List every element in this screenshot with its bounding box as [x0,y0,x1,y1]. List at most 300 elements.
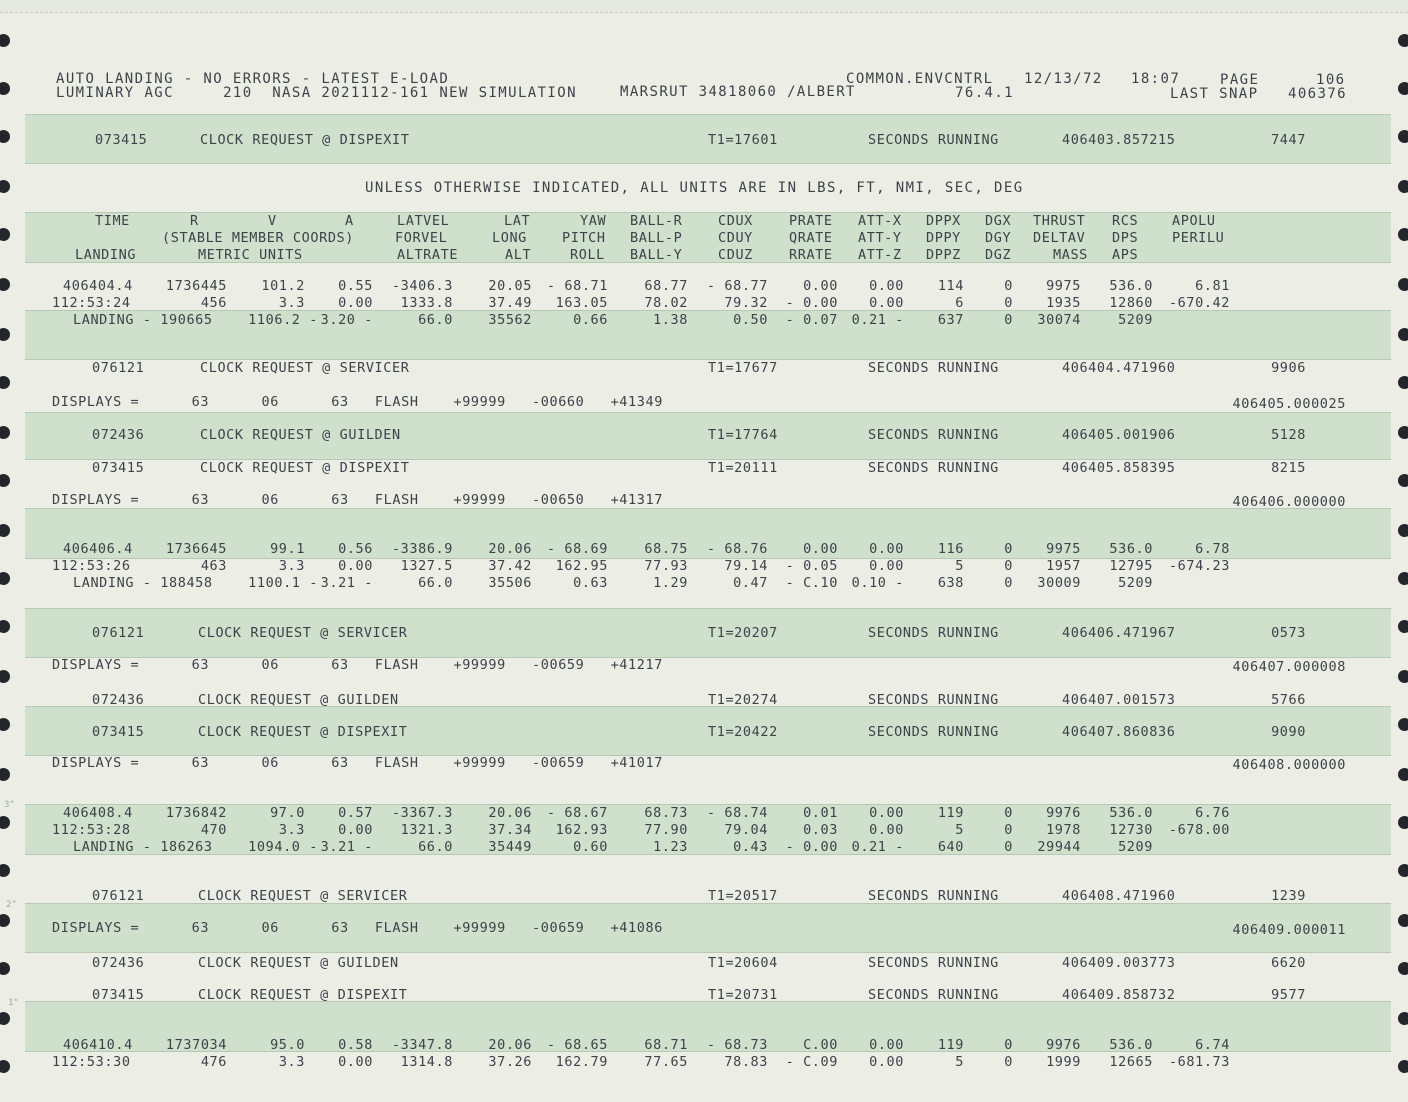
data-cell: - C.09 [785,1054,838,1070]
data-cell: - 68.73 [706,1037,768,1053]
col-header: LANDING [75,247,137,263]
clock-t1: T1=20422 [708,724,778,740]
clock-value: 406405.858395 [1062,460,1176,476]
clock-code: 073415 [92,460,145,476]
feed-hole [0,1012,10,1025]
data-cell: 0.01 [803,805,838,821]
data-cell: 68.73 [644,805,688,821]
data-cell: 536.0 [1109,278,1153,294]
feed-hole [1398,474,1408,487]
data-cell: - 68.69 [546,541,608,557]
feed-hole [1398,130,1408,143]
data-cell: 3.20 - [320,312,373,328]
feed-hole [0,768,10,781]
data-cell: 0.21 - [851,839,904,855]
clock-t1: T1=20207 [708,625,778,641]
col-header: DELTAV [1033,230,1086,246]
displays-value: 406406.000000 [1232,494,1346,510]
feed-hole [1398,82,1408,95]
data-cell: -3367.3 [391,805,453,821]
data-cell: 1314.8 [400,1054,453,1070]
col-header: LATVEL [397,213,450,229]
data-cell: 35449 [488,839,532,855]
data-cell: 162.93 [555,822,608,838]
col-header: FORVEL [395,230,448,246]
data-cell: - 0.05 [785,558,838,574]
col-header: BALL-R [630,213,683,229]
clock-label: CLOCK REQUEST @ SERVICER [198,625,408,641]
seconds-label: SECONDS RUNNING [868,888,999,904]
data-cell: 0 [1004,558,1013,574]
data-cell: 640 [937,839,964,855]
feed-hole [1398,1060,1408,1073]
clock-count: 0573 [1271,625,1306,641]
feed-hole [0,130,10,143]
data-cell: 6 [955,295,964,311]
feed-hole [1398,228,1408,241]
data-cell: 116 [937,541,964,557]
clock-label: CLOCK REQUEST @ DISPEXIT [200,132,410,148]
data-cell: 12860 [1109,295,1153,311]
displays-line: DISPLAYS = 63 06 63 FLASH +99999 -00659 +41017 [52,755,663,771]
data-cell: 0.00 [869,558,904,574]
data-cell: 112:53:28 [52,822,131,838]
data-cell: - 68.65 [546,1037,608,1053]
data-cell: 463 [200,558,227,574]
clock-code: 073415 [95,132,148,148]
data-cell: 162.79 [555,1054,608,1070]
data-cell: 1957 [1046,558,1081,574]
clock-value: 406408.471960 [1062,888,1176,904]
clock-label: CLOCK REQUEST @ DISPEXIT [200,460,410,476]
data-cell: 406404.4 [63,278,133,294]
feed-hole [0,914,10,927]
data-cell: 5 [955,822,964,838]
data-cell: 0 [1004,541,1013,557]
feed-hole [1398,524,1408,537]
data-cell: 0.57 [338,805,373,821]
data-cell: - 68.76 [706,541,768,557]
data-cell: 0.55 [338,278,373,294]
feed-hole [1398,1012,1408,1025]
clock-count: 7447 [1271,132,1306,148]
feed-hole [0,180,10,193]
displays-line: DISPLAYS = 63 06 63 FLASH +99999 -00650 +41317 [52,492,663,508]
data-cell: 163.05 [555,295,608,311]
seconds-label: SECONDS RUNNING [868,955,999,971]
data-cell: 20.06 [488,1037,532,1053]
col-header: ATT-Y [858,230,902,246]
data-cell: 0.00 [338,558,373,574]
data-cell: 9976 [1046,1037,1081,1053]
data-cell: 68.71 [644,1037,688,1053]
data-cell: - 0.00 [785,295,838,311]
data-cell: 470 [200,822,227,838]
feed-hole [0,864,10,877]
clock-t1: T1=20517 [708,888,778,904]
data-cell: 0.00 [338,1054,373,1070]
col-header: ROLL [570,247,605,263]
clock-t1: T1=17601 [708,132,778,148]
data-cell: 3.3 [278,822,305,838]
last-snap-label: LAST SNAP [1170,86,1259,102]
data-cell: 0.21 - [851,312,904,328]
data-cell: 30009 [1037,575,1081,591]
data-cell: 20.06 [488,541,532,557]
clock-count: 9906 [1271,360,1306,376]
data-cell: 0.60 [573,839,608,855]
data-cell: 0 [1004,1054,1013,1070]
col-header: APOLU [1172,213,1216,229]
data-cell: 66.0 [418,312,453,328]
data-cell: 406406.4 [63,541,133,557]
data-cell: 1736645 [165,541,227,557]
feed-hole [0,816,10,829]
clock-count: 5766 [1271,692,1306,708]
data-cell: LANDING - 190665 [73,312,213,328]
feed-hole [0,962,10,975]
seconds-label: SECONDS RUNNING [868,460,999,476]
data-cell: -674.23 [1168,558,1230,574]
data-cell: 1321.3 [400,822,453,838]
data-cell: 5209 [1118,312,1153,328]
displays-line: DISPLAYS = 63 06 63 FLASH +99999 -00660 +41349 [52,394,663,410]
feed-hole [1398,718,1408,731]
clock-code: 072436 [92,427,145,443]
feed-hole [1398,572,1408,585]
col-header: CDUZ [718,247,753,263]
displays-value: 406407.000008 [1232,659,1346,675]
feed-hole [0,718,10,731]
data-cell: 37.49 [488,295,532,311]
data-cell: 78.83 [724,1054,768,1070]
data-cell: 119 [937,1037,964,1053]
clock-count: 8215 [1271,460,1306,476]
data-cell: 0.63 [573,575,608,591]
data-cell: 20.06 [488,805,532,821]
data-cell: -3347.8 [391,1037,453,1053]
data-cell: 0.00 [803,541,838,557]
data-cell: 0.00 [869,1054,904,1070]
data-cell: 5209 [1118,839,1153,855]
data-cell: 456 [200,295,227,311]
data-cell: 0.00 [803,278,838,294]
col-header: DPS [1112,230,1139,246]
col-header: ATT-X [858,213,902,229]
clock-code: 072436 [92,692,145,708]
feed-hole [0,426,10,439]
col-header: BALL-Y [630,247,683,263]
data-cell: - 68.77 [706,278,768,294]
data-cell: 0 [1004,822,1013,838]
data-cell: 6.74 [1195,1037,1230,1053]
clock-count: 1239 [1271,888,1306,904]
displays-line: DISPLAYS = 63 06 63 FLASH +99999 -00659 +41217 [52,657,663,673]
data-cell: 1.38 [653,312,688,328]
col-header: YAW [580,213,607,229]
data-cell: 406410.4 [63,1037,133,1053]
data-cell: - 0.07 [785,312,838,328]
clock-t1: T1=20274 [708,692,778,708]
clock-label: CLOCK REQUEST @ DISPEXIT [198,724,408,740]
data-cell: 35506 [488,575,532,591]
col-header: PITCH [562,230,606,246]
clock-code: 076121 [92,888,145,904]
col-header: DGZ [985,247,1012,263]
col-header: DGY [985,230,1012,246]
data-cell: 112:53:30 [52,1054,131,1070]
data-cell: 99.1 [270,541,305,557]
data-cell: 5 [955,1054,964,1070]
clock-label: CLOCK REQUEST @ SERVICER [200,360,410,376]
header-date: 12/13/72 [1024,71,1103,87]
data-cell: -3406.3 [391,278,453,294]
data-cell: 68.77 [644,278,688,294]
data-cell: -678.00 [1168,822,1230,838]
feed-hole [0,228,10,241]
data-cell: 30074 [1037,312,1081,328]
seconds-label: SECONDS RUNNING [868,724,999,740]
clock-count: 5128 [1271,427,1306,443]
data-cell: 77.90 [644,822,688,838]
feed-hole [1398,620,1408,633]
header-version: 76.4.1 [955,85,1014,101]
data-cell: 1736842 [165,805,227,821]
clock-label: CLOCK REQUEST @ DISPEXIT [198,987,408,1003]
seconds-label: SECONDS RUNNING [868,360,999,376]
data-cell: 6.76 [1195,805,1230,821]
data-cell: 77.65 [644,1054,688,1070]
data-cell: 1106.2 - [248,312,318,328]
feed-hole [1398,34,1408,47]
data-cell: 78.02 [644,295,688,311]
clock-t1: T1=20731 [708,987,778,1003]
clock-label: CLOCK REQUEST @ GUILDEN [198,955,399,971]
data-cell: 0 [1004,312,1013,328]
data-cell: 406408.4 [63,805,133,821]
clock-value: 406409.003773 [1062,955,1176,971]
col-header: APS [1112,247,1139,263]
page-label: PAGE [1220,72,1260,88]
feed-hole [0,474,10,487]
header-marker: MARSRUT 34818060 /ALBERT [620,84,856,100]
data-cell: 66.0 [418,575,453,591]
margin-mark: 3" [4,800,15,810]
data-cell: 68.75 [644,541,688,557]
clock-code: 076121 [92,625,145,641]
header-subtitle: LUMINARY AGC 210 NASA 2021112-161 NEW SIMULATION [56,85,577,101]
data-cell: 112:53:24 [52,295,131,311]
data-cell: 1094.0 - [248,839,318,855]
data-cell: 79.14 [724,558,768,574]
data-cell: 1978 [1046,822,1081,838]
data-cell: 1737034 [165,1037,227,1053]
feed-hole [0,1060,10,1073]
col-header: CDUY [718,230,753,246]
seconds-label: SECONDS RUNNING [868,987,999,1003]
seconds-label: SECONDS RUNNING [868,132,999,148]
data-cell: 0.00 [338,822,373,838]
data-cell: 79.32 [724,295,768,311]
data-cell: 3.3 [278,295,305,311]
col-header: LAT [504,213,531,229]
clock-code: 072436 [92,955,145,971]
col-header: LONG [492,230,527,246]
feed-hole [0,278,10,291]
data-cell: 79.04 [724,822,768,838]
col-header: ATT-Z [858,247,902,263]
data-cell: 9975 [1046,278,1081,294]
header-module: COMMON.ENVCNTRL [846,71,994,87]
clock-value: 406405.001906 [1062,427,1176,443]
col-header: R [190,213,199,229]
feed-hole [1398,670,1408,683]
data-cell: 0.43 [733,839,768,855]
seconds-label: SECONDS RUNNING [868,625,999,641]
clock-count: 6620 [1271,955,1306,971]
feed-hole [1398,376,1408,389]
data-cell: 20.05 [488,278,532,294]
feed-hole [0,376,10,389]
col-header: PRATE [789,213,833,229]
data-cell: 0.00 [869,278,904,294]
col-header: TIME [95,213,130,229]
col-header: ALTRATE [397,247,459,263]
data-cell: 0.00 [869,295,904,311]
data-cell: 162.95 [555,558,608,574]
col-header: DGX [985,213,1012,229]
data-cell: 637 [937,312,964,328]
data-cell: 536.0 [1109,541,1153,557]
col-header: QRATE [789,230,833,246]
feed-hole [1398,914,1408,927]
data-cell: 0.50 [733,312,768,328]
data-cell: 37.42 [488,558,532,574]
data-cell: 6.81 [1195,278,1230,294]
data-cell: 3.21 - [320,839,373,855]
displays-value: 406405.000025 [1232,396,1346,412]
col-header: MASS [1053,247,1088,263]
feed-hole [0,572,10,585]
data-cell: 12665 [1109,1054,1153,1070]
data-cell: 9975 [1046,541,1081,557]
data-cell: 95.0 [270,1037,305,1053]
data-cell: - 0.00 [785,839,838,855]
clock-value: 406404.471960 [1062,360,1176,376]
data-cell: 3.3 [278,1054,305,1070]
data-cell: 35562 [488,312,532,328]
data-cell: 0.00 [338,295,373,311]
clock-label: CLOCK REQUEST @ SERVICER [198,888,408,904]
data-cell: 638 [937,575,964,591]
data-cell: 9976 [1046,805,1081,821]
col-header: (STABLE MEMBER COORDS) [162,230,355,246]
feed-hole [1398,180,1408,193]
clock-value: 406403.857215 [1062,132,1176,148]
data-cell: 0.56 [338,541,373,557]
data-cell: 1100.1 - [248,575,318,591]
col-header: ALT [505,247,532,263]
clock-value: 406409.858732 [1062,987,1176,1003]
feed-hole [0,34,10,47]
data-cell: 476 [200,1054,227,1070]
data-cell: 12730 [1109,822,1153,838]
data-cell: 0.00 [869,1037,904,1053]
data-cell: 97.0 [270,805,305,821]
data-cell: - 68.71 [546,278,608,294]
data-cell: 536.0 [1109,805,1153,821]
clock-label: CLOCK REQUEST @ GUILDEN [198,692,399,708]
data-cell: 5 [955,558,964,574]
col-header: DPPY [926,230,961,246]
data-cell: 77.93 [644,558,688,574]
col-header: A [345,213,354,229]
seconds-label: SECONDS RUNNING [868,692,999,708]
data-cell: 0.00 [869,805,904,821]
data-cell: -3386.9 [391,541,453,557]
col-header: DPPZ [926,247,961,263]
header-title: AUTO LANDING - NO ERRORS - LATEST E-LOAD [56,71,450,87]
data-cell: 0 [1004,575,1013,591]
perforated-edge [0,0,1408,13]
data-cell: 0.03 [803,822,838,838]
data-cell: 1.23 [653,839,688,855]
data-cell: 29944 [1037,839,1081,855]
displays-value: 406408.000000 [1232,757,1346,773]
data-cell: 1935 [1046,295,1081,311]
col-header: CDUX [718,213,753,229]
data-cell: 0.58 [338,1037,373,1053]
data-cell: C.00 [803,1037,838,1053]
data-cell: 0.00 [869,822,904,838]
clock-code: 076121 [92,360,145,376]
data-cell: 114 [937,278,964,294]
data-cell: 0.00 [869,541,904,557]
feed-hole [0,82,10,95]
data-cell: 1736445 [165,278,227,294]
feed-hole [1398,816,1408,829]
data-cell: - 68.67 [546,805,608,821]
col-header: RRATE [789,247,833,263]
seconds-label: SECONDS RUNNING [868,427,999,443]
data-cell: 3.3 [278,558,305,574]
page-number: 106 [1316,72,1346,88]
data-cell: 1999 [1046,1054,1081,1070]
clock-code: 073415 [92,987,145,1003]
feed-hole [0,524,10,537]
col-header: THRUST [1033,213,1086,229]
data-cell: 112:53:26 [52,558,131,574]
col-header: METRIC UNITS [198,247,303,263]
units-note: UNLESS OTHERWISE INDICATED, ALL UNITS ARE IN LBS, FT, NMI, SEC, DEG [365,180,1024,196]
margin-mark: 2" [6,900,17,910]
data-cell: 0 [1004,839,1013,855]
feed-hole [1398,962,1408,975]
margin-mark: 1" [8,998,19,1008]
feed-hole [1398,864,1408,877]
feed-hole [0,620,10,633]
feed-hole [0,328,10,341]
data-cell: 66.0 [418,839,453,855]
data-cell: 37.34 [488,822,532,838]
clock-t1: T1=20604 [708,955,778,971]
feed-hole [1398,328,1408,341]
feed-hole [1398,426,1408,439]
clock-value: 406406.471967 [1062,625,1176,641]
data-cell: -681.73 [1168,1054,1230,1070]
clock-value: 406407.001573 [1062,692,1176,708]
feed-hole [0,670,10,683]
